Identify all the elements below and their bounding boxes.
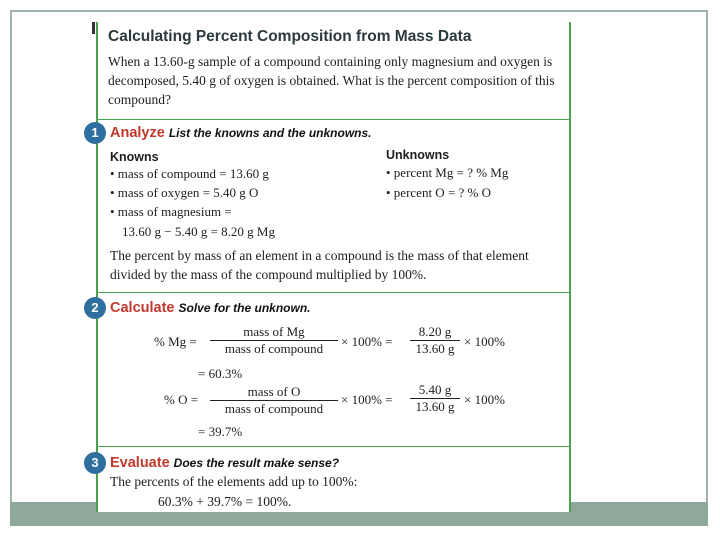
step-2-header <box>110 299 311 317</box>
unknown-item: • percent Mg = ? % Mg <box>386 165 509 180</box>
step-3-header <box>110 454 339 472</box>
o-value-fraction <box>410 382 460 415</box>
mg-result: = 60.3% <box>198 366 243 381</box>
o-formula-numerator: mass of O <box>247 384 301 399</box>
o-result: = 39.7% <box>198 424 243 439</box>
step-2-name: Calculate <box>110 300 175 316</box>
mg-formula-numerator: mass of Mg <box>243 324 305 339</box>
sample-problem-card <box>91 22 571 512</box>
mg-value-numerator: 8.20 g <box>418 324 452 339</box>
o-formula-denominator: mass of compound <box>210 400 338 417</box>
unknown-item: • percent O = ? % O <box>386 185 492 200</box>
step-2-badge: 2 <box>84 297 106 319</box>
o-value-denominator: 13.60 g <box>410 398 460 415</box>
analyze-note: The percent by mass of an element in a compound is the mass of that element divided by the mass of the compound multiplied by 100%. <box>110 248 529 282</box>
step-2-instruction: Solve for the unknown. <box>178 301 311 315</box>
evaluate-equation: 60.3% + 39.7% = 100%. <box>158 494 292 509</box>
step-3-name: Evaluate <box>110 455 170 471</box>
divider <box>98 446 569 447</box>
unknowns-heading: Unknowns <box>386 148 450 162</box>
knowns-heading: Knowns <box>110 150 159 164</box>
o-times-100-2: × 100% <box>464 392 505 407</box>
mg-value-denominator: 13.60 g <box>410 340 460 357</box>
o-value-numerator: 5.40 g <box>418 382 452 397</box>
step-3-instruction: Does the result make sense? <box>173 456 340 470</box>
step-3-badge: 3 <box>84 452 106 474</box>
divider <box>98 292 569 293</box>
divider <box>98 119 569 120</box>
evaluate-text: The percents of the elements add up to 100%: <box>110 474 358 489</box>
step-1-header <box>110 124 372 142</box>
known-item: 13.60 g − 5.40 g = 8.20 g Mg <box>122 224 275 239</box>
mg-value-fraction <box>410 324 460 357</box>
o-formula-fraction <box>210 384 338 417</box>
mg-times-100-2: × 100% <box>464 334 505 349</box>
known-item: • mass of compound = 13.60 g <box>110 166 269 181</box>
o-times-100: × 100% = <box>341 392 393 407</box>
known-item: • mass of magnesium = <box>110 204 232 219</box>
page-title: Calculating Percent Composition from Mass Data <box>108 28 472 45</box>
corner-mark <box>92 22 95 34</box>
step-1-name: Analyze <box>110 125 165 141</box>
mg-times-100: × 100% = <box>341 334 393 349</box>
problem-statement: When a 13.60-g sample of a compound containing only magnesium and oxygen is decomposed, 5.40 g of oxygen is obtained. What is the percent composition of this compound? <box>108 54 555 107</box>
known-item: • mass of oxygen = 5.40 g O <box>110 185 259 200</box>
mg-formula-denominator: mass of compound <box>210 340 338 357</box>
step-1-instruction: List the knowns and the unknowns. <box>168 126 372 140</box>
percent-mg-label: % Mg = <box>154 334 197 349</box>
step-1-badge: 1 <box>84 122 106 144</box>
percent-o-label: % O = <box>164 392 199 407</box>
mg-formula-fraction <box>210 324 338 357</box>
